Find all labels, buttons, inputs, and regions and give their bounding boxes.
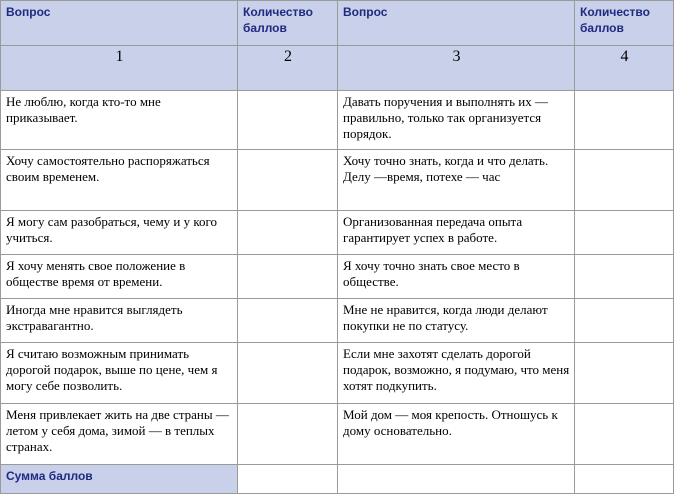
points-cell-right[interactable]	[575, 211, 674, 255]
column-number: 3	[338, 46, 575, 91]
question-right: Мне не нравится, когда люди делают покупки не по статусу.	[338, 299, 575, 343]
column-number-row	[1, 46, 674, 91]
header-question-2: Вопрос	[338, 1, 575, 46]
points-cell-left[interactable]	[238, 343, 338, 404]
table-row	[1, 343, 674, 404]
points-cell-left[interactable]	[238, 91, 338, 150]
column-number: 2	[238, 46, 338, 91]
table-row	[1, 299, 674, 343]
points-cell-left[interactable]	[238, 404, 338, 465]
table-row	[1, 255, 674, 299]
question-left: Я считаю возможным принимать дорогой подарок, выше по цене, чем я могу себе позволить.	[1, 343, 238, 404]
header-question-1: Вопрос	[1, 1, 238, 46]
points-cell-left[interactable]	[238, 299, 338, 343]
question-right: Давать поручения и выполнять их — правильно, только так организуется порядок.	[338, 91, 575, 150]
sum-label: Сумма баллов	[1, 465, 238, 494]
points-cell-left[interactable]	[238, 211, 338, 255]
points-cell-right[interactable]	[575, 255, 674, 299]
table-row	[1, 404, 674, 465]
points-cell-right[interactable]	[575, 404, 674, 465]
question-left: Не люблю, когда кто-то мне приказывает.	[1, 91, 238, 150]
points-cell-right[interactable]	[575, 91, 674, 150]
question-right: Мой дом — моя крепость. Отношусь к дому основательно.	[338, 404, 575, 465]
table-row	[1, 211, 674, 255]
question-right: Организованная передача опыта гарантирует успех в работе.	[338, 211, 575, 255]
points-cell-left[interactable]	[238, 255, 338, 299]
question-left: Я могу сам разобраться, чему и у кого учиться.	[1, 211, 238, 255]
question-right: Если мне захотят сделать дорогой подарок, возможно, я подумаю, что меня хотят подкупить.	[338, 343, 575, 404]
question-left: Я хочу менять свое положение в обществе время от времени.	[1, 255, 238, 299]
question-left: Меня привлекает жить на две страны — летом у себя дома, зимой — в теплых странах.	[1, 404, 238, 465]
question-right: Хочу точно знать, когда и что делать. Делу —время, потехе — час	[338, 150, 575, 211]
points-cell-left[interactable]	[238, 150, 338, 211]
sum-cell-right[interactable]	[575, 465, 674, 494]
table-row	[1, 91, 674, 150]
column-number: 4	[575, 46, 674, 91]
question-left: Иногда мне нравится выглядеть экстравагантно.	[1, 299, 238, 343]
question-left: Хочу самостоятельно распоряжаться своим временем.	[1, 150, 238, 211]
sum-cell-left[interactable]	[238, 465, 338, 494]
header-points-2: Количество баллов	[575, 1, 674, 46]
column-number: 1	[1, 46, 238, 91]
points-cell-right[interactable]	[575, 299, 674, 343]
sum-row	[1, 465, 674, 494]
table-row	[1, 150, 674, 211]
points-cell-right[interactable]	[575, 150, 674, 211]
question-right: Я хочу точно знать свое место в обществе.	[338, 255, 575, 299]
header-row	[1, 1, 674, 46]
header-points-1: Количество баллов	[238, 1, 338, 46]
sum-cell-blank	[338, 465, 575, 494]
points-cell-right[interactable]	[575, 343, 674, 404]
